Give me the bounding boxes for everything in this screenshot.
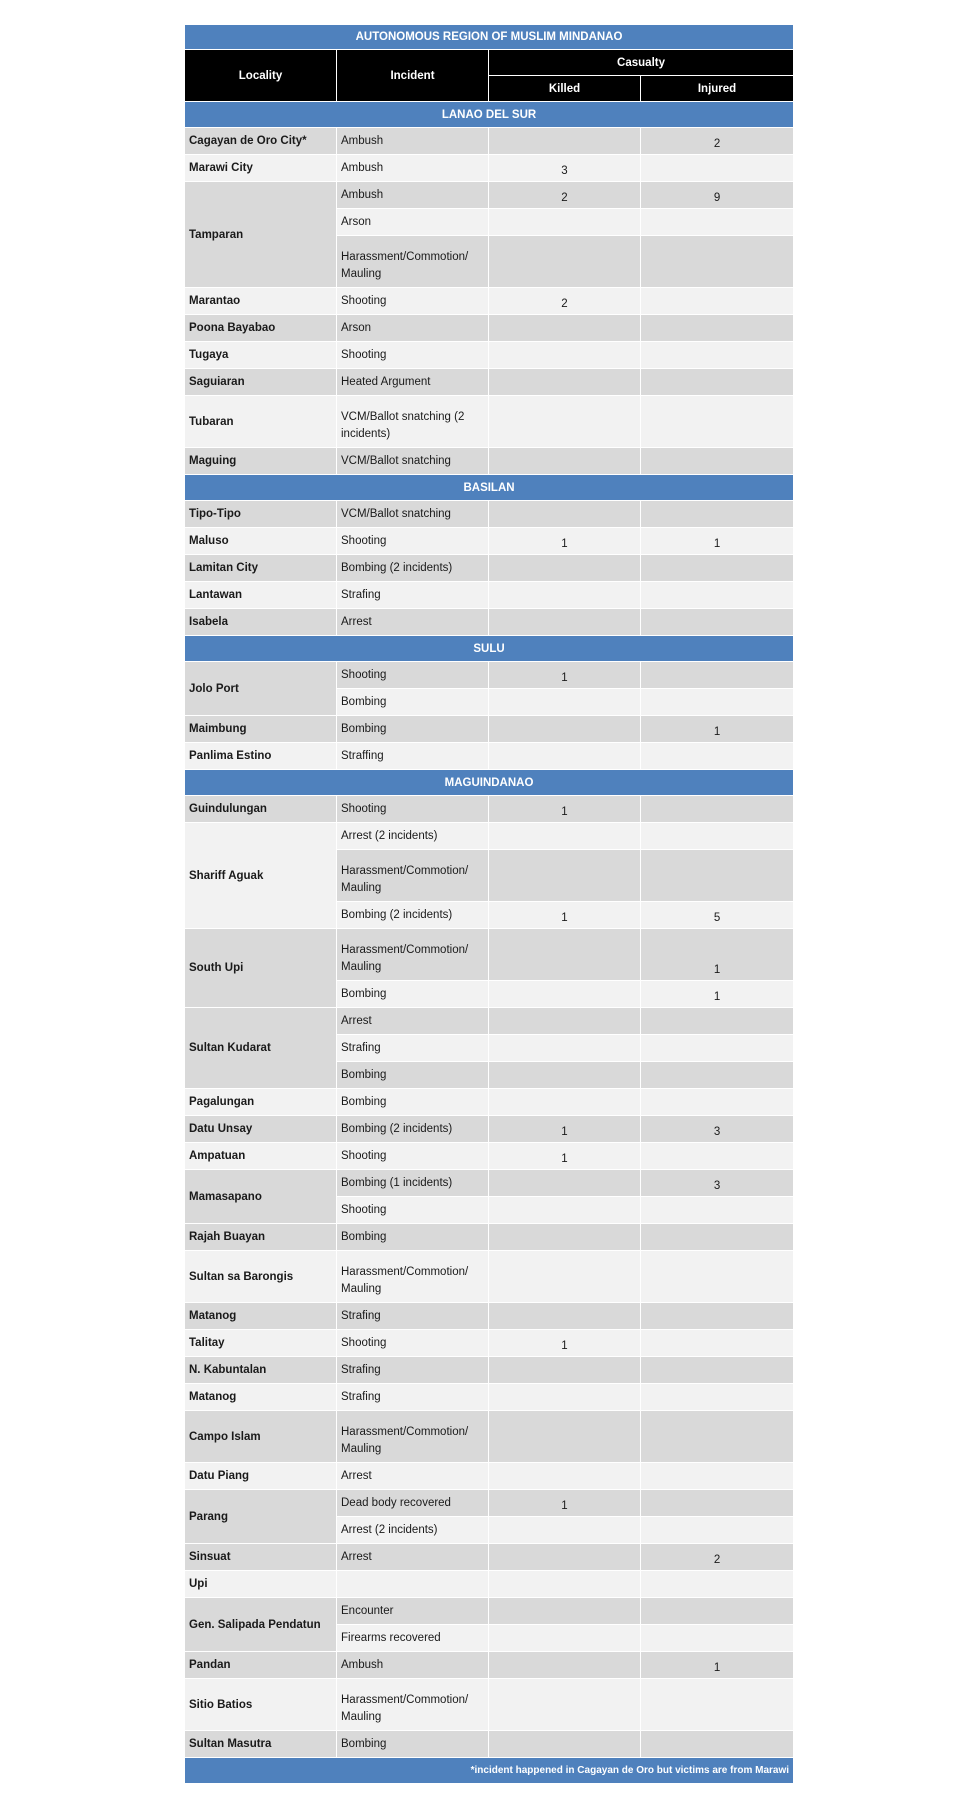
- injured-cell: [641, 396, 794, 448]
- killed-cell: [489, 1224, 641, 1251]
- killed-cell: [489, 342, 641, 369]
- incident-cell: VCM/Ballot snatching (2 incidents): [337, 396, 489, 448]
- injured-cell: 9: [641, 182, 794, 209]
- injured-cell: 3: [641, 1116, 794, 1143]
- incident-cell: Shooting: [337, 796, 489, 823]
- injured-cell: [641, 1625, 794, 1652]
- killed-cell: 2: [489, 182, 641, 209]
- injured-cell: 1: [641, 981, 794, 1008]
- table-row: [185, 1303, 794, 1330]
- locality-cell: Rajah Buayan: [185, 1224, 337, 1251]
- incident-cell: Harassment/Commotion/ Mauling: [337, 850, 489, 902]
- killed-cell: [489, 1571, 641, 1598]
- incident-cell: Strafing: [337, 1035, 489, 1062]
- killed-cell: [489, 1679, 641, 1731]
- incident-cell: Strafing: [337, 582, 489, 609]
- injured-cell: [641, 555, 794, 582]
- incident-cell: Bombing: [337, 689, 489, 716]
- killed-cell: [489, 1598, 641, 1625]
- locality-cell: Maguing: [185, 448, 337, 475]
- table-row: [185, 1089, 794, 1116]
- incident-cell: Bombing (2 incidents): [337, 1116, 489, 1143]
- killed-header: Killed: [489, 76, 641, 102]
- killed-cell: [489, 1035, 641, 1062]
- killed-cell: 2: [489, 288, 641, 315]
- incident-cell: Firearms recovered: [337, 1625, 489, 1652]
- table-row: [185, 662, 794, 689]
- injured-cell: 5: [641, 902, 794, 929]
- killed-cell: [489, 823, 641, 850]
- killed-cell: [489, 1384, 641, 1411]
- killed-cell: [489, 1251, 641, 1303]
- injured-cell: [641, 501, 794, 528]
- killed-cell: [489, 582, 641, 609]
- locality-cell: Saguiaran: [185, 369, 337, 396]
- injured-cell: [641, 1411, 794, 1463]
- incident-cell: Shooting: [337, 342, 489, 369]
- injured-cell: [641, 1357, 794, 1384]
- table-row: [185, 182, 794, 209]
- title-row: [185, 25, 794, 50]
- locality-cell: Parang: [185, 1490, 337, 1544]
- killed-cell: [489, 1652, 641, 1679]
- incident-cell: Harassment/Commotion/ Mauling: [337, 1411, 489, 1463]
- table-row: [185, 1544, 794, 1571]
- locality-cell: N. Kabuntalan: [185, 1357, 337, 1384]
- locality-cell: Marantao: [185, 288, 337, 315]
- section-row: [185, 636, 794, 662]
- killed-cell: 1: [489, 528, 641, 555]
- incident-cell: Shooting: [337, 1330, 489, 1357]
- incident-cell: Bombing: [337, 1062, 489, 1089]
- killed-cell: [489, 1411, 641, 1463]
- incident-table: [184, 24, 794, 1784]
- table-row: [185, 396, 794, 448]
- table-row: [185, 1598, 794, 1625]
- incident-cell: Arrest: [337, 609, 489, 636]
- table-row: [185, 555, 794, 582]
- killed-cell: [489, 716, 641, 743]
- table-row: [185, 1116, 794, 1143]
- locality-cell: Shariff Aguak: [185, 823, 337, 929]
- locality-cell: Guindulungan: [185, 796, 337, 823]
- killed-cell: [489, 555, 641, 582]
- injured-header: Injured: [641, 76, 794, 102]
- incident-cell: Bombing: [337, 1224, 489, 1251]
- table-row: [185, 716, 794, 743]
- footnote: *incident happened in Cagayan de Oro but victims are from Marawi: [185, 1758, 794, 1784]
- killed-cell: [489, 315, 641, 342]
- injured-cell: [641, 1490, 794, 1517]
- injured-cell: [641, 236, 794, 288]
- killed-cell: [489, 1062, 641, 1089]
- injured-cell: [641, 1384, 794, 1411]
- incident-cell: Bombing: [337, 981, 489, 1008]
- incident-cell: Bombing: [337, 1089, 489, 1116]
- injured-cell: [641, 1517, 794, 1544]
- injured-cell: [641, 1143, 794, 1170]
- injured-cell: [641, 209, 794, 236]
- injured-cell: [641, 823, 794, 850]
- locality-cell: Poona Bayabao: [185, 315, 337, 342]
- locality-cell: Upi: [185, 1571, 337, 1598]
- incident-cell: Strafing: [337, 1384, 489, 1411]
- table-row: [185, 823, 794, 850]
- incident-cell: Shooting: [337, 662, 489, 689]
- injured-cell: 1: [641, 929, 794, 981]
- killed-cell: [489, 396, 641, 448]
- table-body: [185, 102, 794, 1758]
- injured-cell: 1: [641, 528, 794, 555]
- table-row: [185, 128, 794, 155]
- injured-cell: [641, 1224, 794, 1251]
- injured-cell: [641, 448, 794, 475]
- incident-cell: Bombing (1 incidents): [337, 1170, 489, 1197]
- killed-cell: [489, 1625, 641, 1652]
- killed-cell: [489, 1197, 641, 1224]
- killed-cell: [489, 1303, 641, 1330]
- incident-cell: Ambush: [337, 155, 489, 182]
- table-row: [185, 1679, 794, 1731]
- injured-cell: [641, 1251, 794, 1303]
- killed-cell: [489, 850, 641, 902]
- killed-cell: [489, 501, 641, 528]
- table-row: [185, 315, 794, 342]
- killed-cell: [489, 929, 641, 981]
- incident-cell: Arrest (2 incidents): [337, 1517, 489, 1544]
- table-row: [185, 1731, 794, 1758]
- injured-cell: 1: [641, 1652, 794, 1679]
- table-row: [185, 743, 794, 770]
- injured-cell: [641, 582, 794, 609]
- locality-cell: Jolo Port: [185, 662, 337, 716]
- killed-cell: [489, 1731, 641, 1758]
- incident-cell: Strafing: [337, 1357, 489, 1384]
- killed-cell: 1: [489, 902, 641, 929]
- table-row: [185, 609, 794, 636]
- injured-cell: [641, 342, 794, 369]
- incident-cell: Straffing: [337, 743, 489, 770]
- section-row: [185, 475, 794, 501]
- locality-cell: Datu Piang: [185, 1463, 337, 1490]
- locality-cell: Gen. Salipada Pendatun: [185, 1598, 337, 1652]
- incident-cell: Shooting: [337, 1143, 489, 1170]
- locality-cell: South Upi: [185, 929, 337, 1008]
- killed-cell: [489, 689, 641, 716]
- injured-cell: [641, 609, 794, 636]
- table-row: [185, 288, 794, 315]
- table-row: [185, 155, 794, 182]
- injured-cell: [641, 1197, 794, 1224]
- incident-header: Incident: [337, 50, 489, 102]
- injured-cell: [641, 850, 794, 902]
- table-row: [185, 1251, 794, 1303]
- locality-header: Locality: [185, 50, 337, 102]
- table-row: [185, 1384, 794, 1411]
- incident-cell: Arson: [337, 209, 489, 236]
- section-title: BASILAN: [185, 475, 794, 501]
- killed-cell: 1: [489, 1143, 641, 1170]
- killed-cell: [489, 981, 641, 1008]
- injured-cell: [641, 796, 794, 823]
- injured-cell: [641, 369, 794, 396]
- table-row: [185, 501, 794, 528]
- incident-cell: Dead body recovered: [337, 1490, 489, 1517]
- locality-cell: Campo Islam: [185, 1411, 337, 1463]
- killed-cell: [489, 448, 641, 475]
- injured-cell: 2: [641, 1544, 794, 1571]
- injured-cell: [641, 1571, 794, 1598]
- incident-cell: Ambush: [337, 1652, 489, 1679]
- killed-cell: [489, 609, 641, 636]
- killed-cell: [489, 236, 641, 288]
- footer-row: [185, 1758, 794, 1784]
- section-title: LANAO DEL SUR: [185, 102, 794, 128]
- locality-cell: Sultan Masutra: [185, 1731, 337, 1758]
- killed-cell: 3: [489, 155, 641, 182]
- injured-cell: [641, 1598, 794, 1625]
- injured-cell: 3: [641, 1170, 794, 1197]
- injured-cell: [641, 1303, 794, 1330]
- killed-cell: [489, 128, 641, 155]
- locality-cell: Tipo-Tipo: [185, 501, 337, 528]
- killed-cell: [489, 743, 641, 770]
- table-row: [185, 1357, 794, 1384]
- killed-cell: [489, 1089, 641, 1116]
- killed-cell: [489, 1170, 641, 1197]
- locality-cell: Pandan: [185, 1652, 337, 1679]
- table-row: [185, 1411, 794, 1463]
- locality-cell: Panlima Estino: [185, 743, 337, 770]
- table-row: [185, 796, 794, 823]
- table-row: [185, 1008, 794, 1035]
- incident-cell: Shooting: [337, 528, 489, 555]
- locality-cell: Isabela: [185, 609, 337, 636]
- incident-cell: VCM/Ballot snatching: [337, 448, 489, 475]
- injured-cell: [641, 662, 794, 689]
- header-row: [185, 50, 794, 76]
- table-row: [185, 1330, 794, 1357]
- table-row: [185, 1463, 794, 1490]
- incident-cell: Strafing: [337, 1303, 489, 1330]
- locality-cell: Sultan sa Barongis: [185, 1251, 337, 1303]
- injured-cell: [641, 1008, 794, 1035]
- locality-cell: Lantawan: [185, 582, 337, 609]
- injured-cell: 2: [641, 128, 794, 155]
- injured-cell: [641, 288, 794, 315]
- injured-cell: [641, 689, 794, 716]
- incident-cell: Arrest: [337, 1544, 489, 1571]
- killed-cell: 1: [489, 662, 641, 689]
- incident-cell: Shooting: [337, 288, 489, 315]
- locality-cell: Cagayan de Oro City*: [185, 128, 337, 155]
- killed-cell: [489, 1517, 641, 1544]
- injured-cell: [641, 1731, 794, 1758]
- locality-cell: Tamparan: [185, 182, 337, 288]
- locality-cell: Sinsuat: [185, 1544, 337, 1571]
- injured-cell: 1: [641, 716, 794, 743]
- injured-cell: [641, 315, 794, 342]
- injured-cell: [641, 155, 794, 182]
- locality-cell: Matanog: [185, 1303, 337, 1330]
- incident-cell: Shooting: [337, 1197, 489, 1224]
- section-title: SULU: [185, 636, 794, 662]
- incident-cell: Bombing (2 incidents): [337, 555, 489, 582]
- killed-cell: [489, 1008, 641, 1035]
- incident-cell: Harassment/Commotion/ Mauling: [337, 1679, 489, 1731]
- incident-cell: Arrest (2 incidents): [337, 823, 489, 850]
- section-title: MAGUINDANAO: [185, 770, 794, 796]
- locality-cell: Sitio Batios: [185, 1679, 337, 1731]
- table-row: [185, 342, 794, 369]
- locality-cell: Maluso: [185, 528, 337, 555]
- table-row: [185, 929, 794, 981]
- section-row: [185, 770, 794, 796]
- killed-cell: 1: [489, 1490, 641, 1517]
- table-row: [185, 582, 794, 609]
- table-row: [185, 1224, 794, 1251]
- injured-cell: [641, 743, 794, 770]
- incident-cell: Arson: [337, 315, 489, 342]
- killed-cell: 1: [489, 1116, 641, 1143]
- table-row: [185, 528, 794, 555]
- killed-cell: [489, 369, 641, 396]
- injured-cell: [641, 1463, 794, 1490]
- locality-cell: Pagalungan: [185, 1089, 337, 1116]
- locality-cell: Datu Unsay: [185, 1116, 337, 1143]
- table-row: [185, 1170, 794, 1197]
- injured-cell: [641, 1089, 794, 1116]
- incident-cell: Harassment/Commotion/ Mauling: [337, 929, 489, 981]
- killed-cell: 1: [489, 796, 641, 823]
- injured-cell: [641, 1062, 794, 1089]
- incident-cell: Arrest: [337, 1008, 489, 1035]
- killed-cell: [489, 1544, 641, 1571]
- killed-cell: 1: [489, 1330, 641, 1357]
- table-title: AUTONOMOUS REGION OF MUSLIM MINDANAO: [185, 25, 794, 50]
- injured-cell: [641, 1679, 794, 1731]
- locality-cell: Ampatuan: [185, 1143, 337, 1170]
- table-row: [185, 1143, 794, 1170]
- incident-cell: Bombing: [337, 716, 489, 743]
- incident-cell: Heated Argument: [337, 369, 489, 396]
- incident-cell: Ambush: [337, 128, 489, 155]
- killed-cell: [489, 209, 641, 236]
- injured-cell: [641, 1035, 794, 1062]
- locality-cell: Talitay: [185, 1330, 337, 1357]
- incident-cell: Bombing: [337, 1731, 489, 1758]
- table-row: [185, 448, 794, 475]
- locality-cell: Matanog: [185, 1384, 337, 1411]
- table-row: [185, 1571, 794, 1598]
- table-row: [185, 1490, 794, 1517]
- table-row: [185, 1652, 794, 1679]
- section-row: [185, 102, 794, 128]
- incident-cell: Harassment/Commotion/ Mauling: [337, 236, 489, 288]
- locality-cell: Sultan Kudarat: [185, 1008, 337, 1089]
- incident-cell: Bombing (2 incidents): [337, 902, 489, 929]
- incident-cell: Encounter: [337, 1598, 489, 1625]
- casualty-header: Casualty: [489, 50, 794, 76]
- table-row: [185, 369, 794, 396]
- incident-cell: Ambush: [337, 182, 489, 209]
- killed-cell: [489, 1463, 641, 1490]
- locality-cell: Marawi City: [185, 155, 337, 182]
- incident-cell: Harassment/Commotion/ Mauling: [337, 1251, 489, 1303]
- incident-cell: [337, 1571, 489, 1598]
- locality-cell: Tubaran: [185, 396, 337, 448]
- incident-cell: Arrest: [337, 1463, 489, 1490]
- locality-cell: Maimbung: [185, 716, 337, 743]
- locality-cell: Tugaya: [185, 342, 337, 369]
- locality-cell: Mamasapano: [185, 1170, 337, 1224]
- incident-cell: VCM/Ballot snatching: [337, 501, 489, 528]
- locality-cell: Lamitan City: [185, 555, 337, 582]
- injured-cell: [641, 1330, 794, 1357]
- killed-cell: [489, 1357, 641, 1384]
